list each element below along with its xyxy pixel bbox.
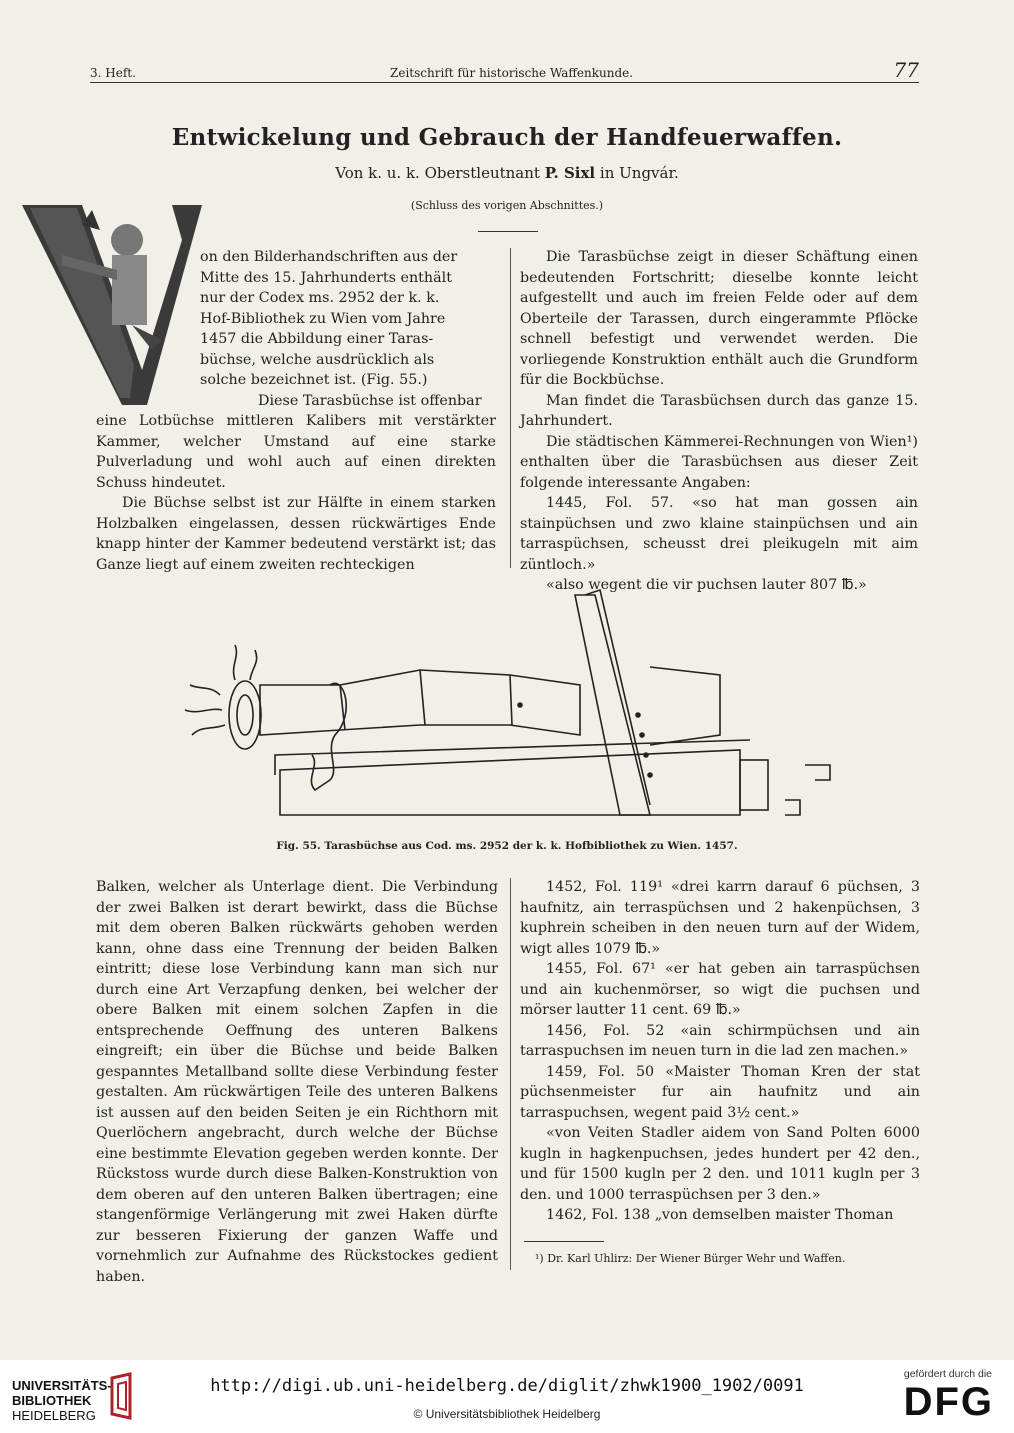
author-name: P. Sixl — [544, 164, 596, 182]
right-bottom-column — [520, 877, 920, 1226]
footnote-rule — [524, 1241, 604, 1242]
left-bottom-column — [96, 877, 498, 1287]
text-line: on den Bilderhandschriften aus der — [200, 249, 458, 265]
logo-line: BIBLIOTHEK — [12, 1393, 92, 1408]
text-line: nur der Codex ms. 2952 der k. k. — [200, 290, 440, 306]
issue-label: 3. Heft. — [90, 66, 136, 80]
text-line: Mitte des 15. Jahrhunderts enthält — [200, 269, 452, 286]
paragraph: Balken, welcher als Unterlage dient. Die Verbindung der zwei Balken ist derart bewirkt, dass die Büchse mit dem oberen Balken rückwärts gehoben werden kann, ohne dass eine Trennung der beiden Balken eintritt; diese lose Verbindung kann man sich nur durch eine Art Verzapfung denken, bei welcher der obere Balken mit einem solchen Zapfen in die entsprechende Oeffnung des unteren Balkens eingreift; ein über die Büchse und beide Balken gespanntes Metallband sollte diese Verbindung fester gestalten. Am rückwärtigen Teile des unteren Balkens ist aussen auf den beiden Seiten je ein Richthorn mit Querlöchern angebracht, durch welche der Büchse eine bestimmte Elevation gegeben werden konnte. Der Rückstoss wurde durch diese Balken-Konstruktion von dem oberen auf den unteren Balken übertragen; eine stangenförmige Verlängerung mit zwei Haken dürfte zur besseren Fixierung der ganzen Waffe und vornehmlich zur Aufnahme des Rückstockes gedient haben. — [96, 879, 498, 1285]
logo-line: HEIDELBERG — [12, 1408, 96, 1423]
text-line: Diese Tarasbüchse ist offenbar — [258, 392, 482, 409]
initial-v-illustration — [22, 200, 202, 410]
paragraph: 1445, Fol. 57. «so hat man gossen ain stainpüchsen und zwo klaine stainpüchsen und ain tarraspüchsen, scheusst drei pleikugeln mit aim züntloch.» — [520, 495, 918, 573]
running-header — [90, 60, 919, 84]
left-top-indented — [200, 247, 496, 411]
dfg-tagline: gefördert durch die — [903, 1368, 992, 1380]
logo-line: UNIVERSITÄTS- — [12, 1378, 112, 1393]
paragraph: «also wegent die vir puchsen lauter 807 ℔.» — [546, 577, 867, 593]
column-divider — [510, 248, 511, 568]
page-number: 77 — [893, 58, 919, 82]
paragraph: 1452, Fol. 119¹ «drei karrn darauf 6 püchsen, 3 haufnitz, ain terraspüchsen und 2 hakenpüchsen, 3 kuphrein scheiben in den neuen turn auf der Widem, wigt alles 1079 ℔.» — [520, 879, 920, 957]
dfg-logo: DFG — [903, 1380, 994, 1424]
title-rule — [478, 231, 538, 232]
paragraph: Die Büchse selbst ist zur Hälfte in einem starken Holzbalken eingelassen, dessen rückwärtiges Ende knapp hinter der Kammer bedeutend verstärkt ist; das Ganze liegt auf einem zweiten rechteckigen — [96, 495, 496, 573]
continuation-note: (Schluss des vorigen Abschnittes.) — [410, 199, 604, 212]
footnote: ¹) Dr. Karl Uhlirz: Der Wiener Bürger Wehr und Waffen. — [535, 1252, 846, 1265]
right-top-column — [520, 247, 918, 596]
article-title: Entwickelung und Gebrauch der Handfeuerwaffen. — [171, 124, 843, 151]
figure-tarasbuechse — [180, 575, 840, 840]
permalink-url[interactable]: http://digi.ub.uni-heidelberg.de/diglit/zhwk1900_1902/0091 — [210, 1376, 804, 1396]
paragraph: Die städtischen Kämmerei-Rechnungen von Wien¹) enthalten über die Tarasbüchsen aus dieser Zeit folgende interessante Angaben: — [520, 433, 918, 491]
journal-title: Zeitschrift für historische Waffenkunde. — [390, 66, 634, 80]
paragraph: Die Tarasbüchse zeigt in dieser Schäftung einen bedeutenden Fortschritt; dieselbe konnte leicht aufgestellt und auch im freien Felde oder auf dem Oberteile der Tarassen, durch eingerammte Pflöcke schnell befestigt und verwendet werden. Die vorliegende Konstruktion enthält auch die Grundform für die Bockbüchse. — [520, 249, 918, 388]
header-rule — [90, 82, 919, 83]
paragraph: «von Veiten Stadler aidem von Sand Polten 6000 kugln in hagkenpuchsen, jedes hundert per 42 den., und für 1500 kugln per 2 den. und 1011 kugln per 3 den. und 1000 terraspüchsen per 3 den.» — [520, 1125, 920, 1203]
copyright-notice: © Universitätsbibliothek Heidelberg — [413, 1407, 601, 1421]
figure-caption: Fig. 55. Tarasbüchse aus Cod. ms. 2952 der k. k. Hofbibliothek zu Wien. 1457. — [276, 840, 738, 852]
column-divider — [510, 878, 511, 1270]
paragraph: eine Lotbüchse mittleren Kalibers mit verstärkter Kammer, welcher Umstand auf eine starke Pulverladung und wohl auch auf einen direkten Schuss hindeutet. — [96, 413, 496, 491]
text-line: solche bezeichnet ist. (Fig. 55.) — [200, 372, 428, 388]
author-suffix: in Ungvár. — [599, 164, 679, 182]
paragraph: Man findet die Tarasbüchsen durch das ganze 15. Jahrhundert. — [520, 392, 918, 429]
paragraph: 1455, Fol. 67¹ «er hat geben ain tarraspüchsen und ain kuchenmörser, so wigt die puchsen und mörser lautter 11 cent. 69 ℔.» — [520, 961, 920, 1018]
viewer-footer — [0, 1360, 1014, 1433]
author-prefix: Von k. u. k. Oberstleutnant — [335, 164, 540, 182]
left-top-body — [96, 411, 496, 575]
paragraph: 1459, Fol. 50 «Maister Thoman Kren der stat püchsenmeister fur ain haufnitz und ain tarraspuchsen, wegent paid 3½ cent.» — [520, 1063, 920, 1121]
text-line: Hof-Bibliothek zu Wien vom Jahre — [200, 310, 446, 327]
text-line: 1457 die Abbildung einer Taras- — [200, 331, 434, 347]
text-line: büchse, welche ausdrücklich als — [200, 351, 435, 368]
paragraph: 1462, Fol. 138 „von demselben maister Thoman — [546, 1207, 894, 1223]
author-line — [0, 164, 1014, 182]
paragraph: 1456, Fol. 52 «ain schirmpüchsen und ain tarraspuchsen im neuen turn in die lad zen machen.» — [520, 1022, 920, 1059]
